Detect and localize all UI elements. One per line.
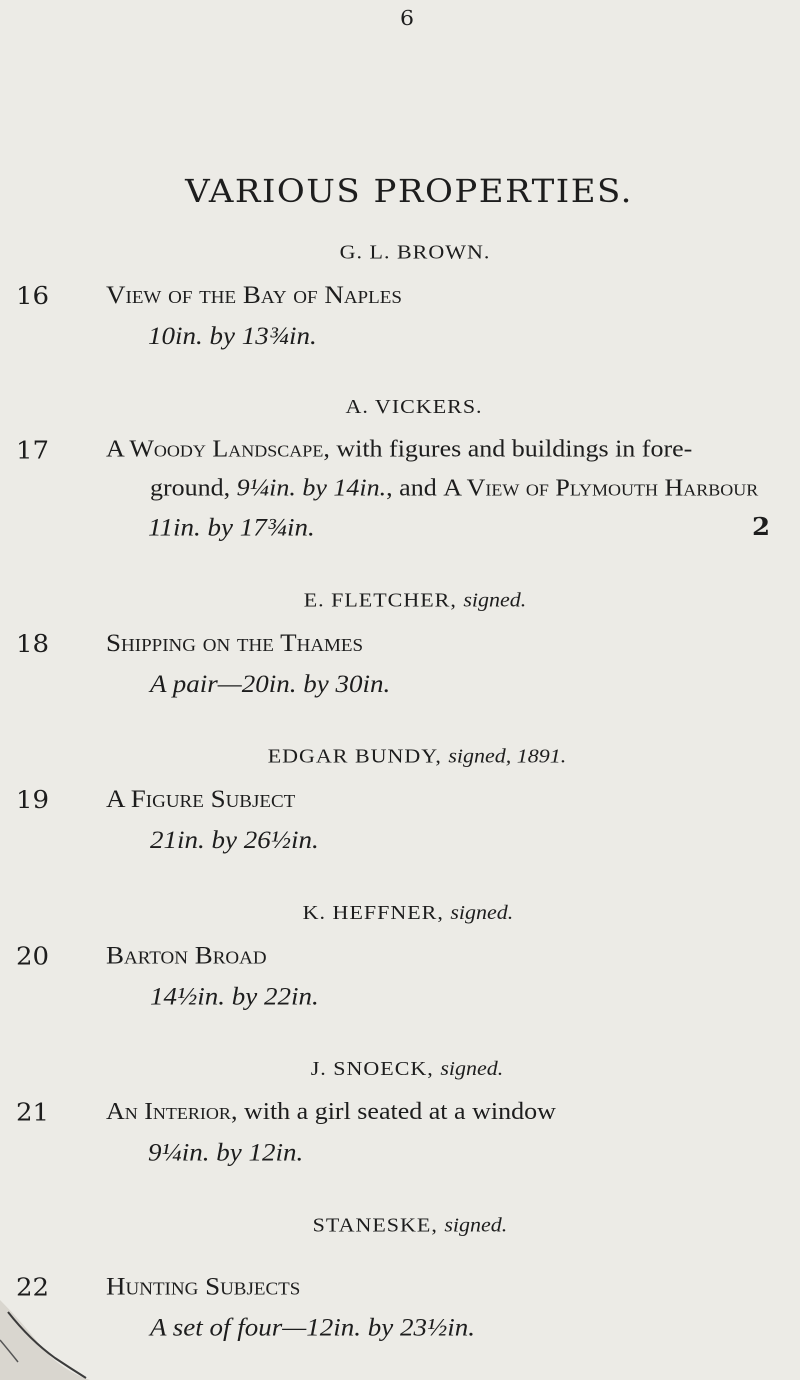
artist-name-text: J. SNOECK, — [310, 1056, 434, 1080]
lot-number: 16 — [16, 282, 50, 311]
artist-name-text: A. VICKERS. — [345, 394, 483, 418]
lot-title: Barton Broad — [106, 941, 267, 970]
lot-title: Hunting Subjects — [106, 1272, 301, 1301]
lot-number: 19 — [16, 786, 50, 815]
lot-title: An Interior — [106, 1097, 231, 1125]
lot-description-text: , and — [386, 474, 444, 502]
artist-signed: signed. — [450, 900, 514, 924]
lot-number: 18 — [16, 630, 50, 659]
artist-signed: signed. — [444, 1212, 508, 1236]
lot-number: 17 — [16, 437, 50, 465]
lot-title: A View of Plymouth Harbour — [443, 474, 759, 502]
lot-description-text: , with a girl seated at a window — [230, 1097, 556, 1125]
lot-title: View of the Bay of Naples — [106, 280, 402, 309]
lot-quantity: 2 — [752, 513, 771, 542]
lot-number: 22 — [16, 1274, 50, 1302]
section-title: VARIOUS PROPERTIES. — [185, 172, 633, 211]
lot-dimensions: 14½in. by 22in. — [150, 982, 319, 1010]
artist-name-text: K. HEFFNER, — [302, 900, 444, 924]
lot-description-text: , with figures and buildings in fore- — [323, 435, 693, 463]
lot-dimensions: 9¼in. by 12in. — [148, 1138, 304, 1167]
lot-number: 20 — [16, 943, 50, 971]
lot-dimensions: 10in. by 13¾in. — [148, 321, 317, 350]
artist-name-text: EDGAR BUNDY, — [267, 744, 442, 768]
lot-title: A Woody Landscape — [106, 435, 324, 463]
corner-fold-shape — [0, 1300, 90, 1380]
lot-number: 21 — [16, 1099, 50, 1128]
lot-dimensions: 9¼in. by 14in. — [236, 474, 387, 502]
artist-name-text: G. L. BROWN. — [339, 239, 491, 264]
lot-title: A Figure Subject — [106, 784, 296, 813]
artist-signed: signed. — [440, 1056, 504, 1080]
lot-dimensions: A pair—20in. by 30in. — [150, 669, 391, 698]
artist-name-text: STANESKE, — [312, 1212, 438, 1236]
lot-description-text: ground, — [150, 474, 237, 502]
artist-signed: signed. — [463, 587, 527, 612]
lot-dimensions: 21in. by 26½in. — [150, 825, 319, 854]
artist-signed: signed, 1891. — [448, 744, 567, 768]
page-corner-fold — [0, 1300, 90, 1380]
lot-dimensions: 11in. by 17¾in. — [148, 513, 315, 542]
artist-name-text: E. FLETCHER, — [303, 587, 457, 612]
lot-title: Shipping on the Thames — [106, 628, 364, 657]
page-number: 6 — [400, 7, 414, 31]
lot-dimensions: A set of four—12in. by 23½in. — [150, 1313, 476, 1342]
